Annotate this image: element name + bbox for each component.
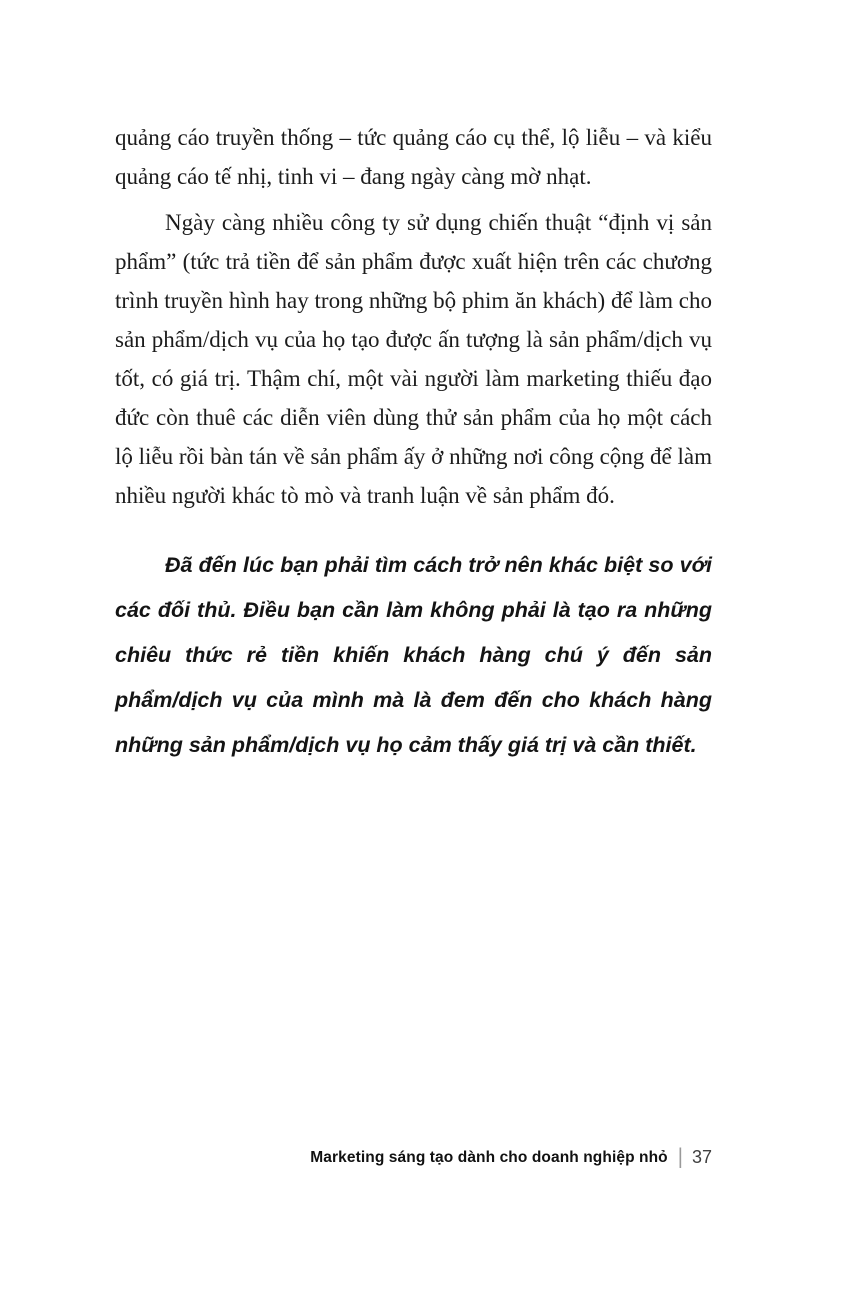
emphasized-quote-paragraph: Đã đến lúc bạn phải tìm cách trở nên khác biệt so với các đối thủ. Điều bạn cần làm không phải là tạo ra những chiêu thức rẻ tiền khiến khách hàng chú ý đến sản phẩm/dịch vụ của mình mà là đem đến cho khách hàng những sản phẩm/dịch vụ họ cảm thấy giá trị và cần thiết.	[115, 553, 712, 757]
page-content	[115, 118, 712, 768]
footer-book-title: Marketing sáng tạo dành cho doanh nghiệp nhỏ	[310, 1148, 668, 1166]
footer-separator: |	[677, 1144, 683, 1170]
paragraph-product-placement: Ngày càng nhiều công ty sử dụng chiến thuật “định vị sản phẩm” (tức trả tiền để sản phẩm được xuất hiện trên các chương trình truyền hình hay trong những bộ phim ăn khách) để làm cho sản phẩm/dịch vụ của họ tạo được ấn tượng là sản phẩm/dịch vụ tốt, có giá trị. Thậm chí, một vài người làm marketing thiếu đạo đức còn thuê các diễn viên dùng thử sản phẩm của họ một cách lộ liễu rồi bàn tán về sản phẩm ấy ở những nơi công cộng để làm nhiều người khác tò mò và tranh luận về sản phẩm đó.	[115, 210, 712, 508]
page-footer	[310, 1146, 712, 1169]
footer-page-number: 37	[691, 1147, 712, 1167]
paragraph-continuation: quảng cáo truyền thống – tức quảng cáo cụ thể, lộ liễu – và kiểu quảng cáo tế nhị, tinh vi – đang ngày càng mờ nhạt.	[115, 125, 712, 189]
